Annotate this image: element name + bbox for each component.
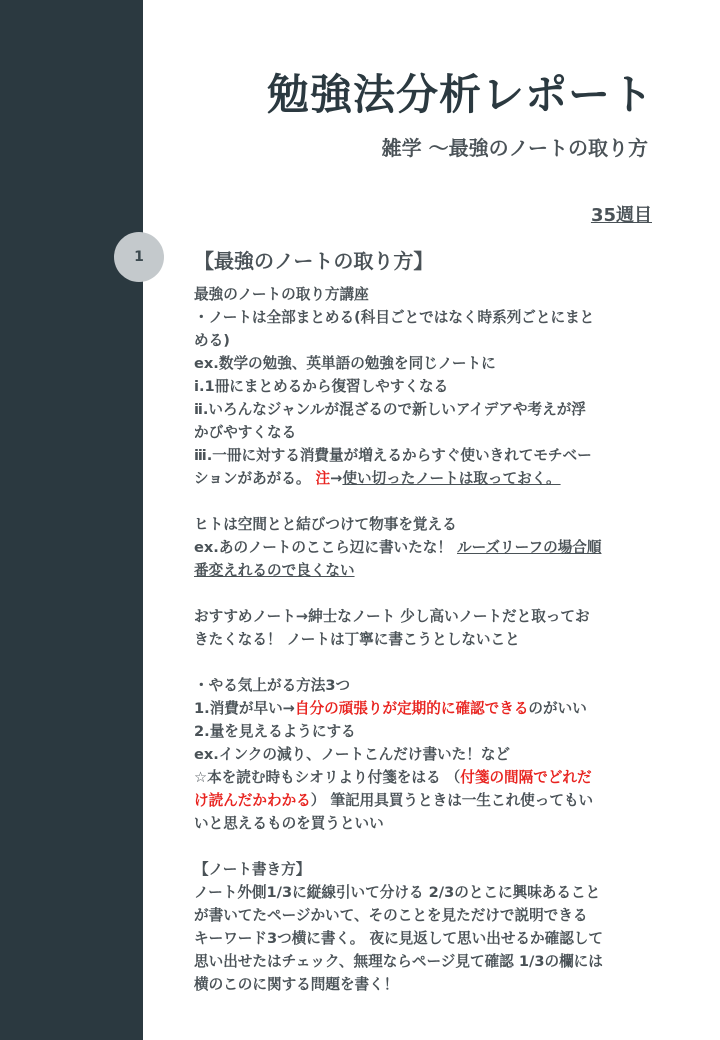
blank-line [194, 582, 654, 605]
text-line: ex.インクの減り、ノートこんだけ書いた！など [194, 746, 511, 763]
text-line: 最強のノートの取り方講座 [194, 286, 369, 303]
section-number-badge: 1 [114, 232, 164, 282]
text-line: ⅰ.1冊にまとめるから復習しやすくなる [194, 378, 449, 395]
highlighted-text: け読んだかわかる [194, 792, 311, 809]
underlined-text: ルーズリーフの場合順 [457, 539, 602, 556]
week-label: 35週目 [590, 205, 652, 226]
underlined-line: 番変えれるので良くない [194, 562, 355, 579]
text-line [194, 766, 654, 789]
text-line: ⅱ.いろんなジャンルが混ざるので新しいアイデアや考えが浮 [194, 401, 586, 418]
text-line: ノート外側1/3に縦線引いて分ける 2/3のとこに興味あること [194, 884, 601, 901]
highlighted-text: 付箋の間隔でどれだ [460, 769, 592, 786]
text-line [194, 789, 654, 812]
content-body [194, 283, 654, 996]
text-line: が書いてたページかいて、そのことを見ただけで説明できる [194, 907, 588, 924]
section-heading: 【最強のノートの取り方】 [194, 249, 434, 273]
blank-line [194, 490, 654, 513]
text-line: 【ノート書き方】 [194, 861, 311, 878]
text-line: ヒトは空間とと結びつけて物事を覚える [194, 516, 457, 533]
text-line: 思い出せたはチェック、無理ならページ見て確認 1/3の欄には [194, 953, 603, 970]
sidebar [0, 0, 143, 1040]
text-line: ex.数学の勉強、英単語の勉強を同じノートに [194, 355, 496, 372]
text-line [194, 536, 654, 559]
text-line: ・やる気上がる方法3つ [194, 677, 351, 694]
text-span: 1.消費が早い→ [194, 700, 295, 717]
text-line: ・ノートは全部まとめる(科目ごとではなく時系列ごとにまと [194, 309, 595, 326]
arrow-glyph: → [330, 470, 343, 487]
text-line [194, 467, 654, 490]
text-line: ⅲ.一冊に対する消費量が増えるからすぐ使いきれてモチベー [194, 447, 592, 464]
blank-line [194, 835, 654, 858]
text-line [194, 697, 654, 720]
text-span: ex.あのノートのここら辺に書いたな！ [194, 539, 457, 556]
underlined-text: 使い切ったノートは取っておく。 [342, 470, 561, 487]
text-line: キーワード3つ横に書く。 夜に見返して思い出せるか確認して [194, 930, 603, 947]
page-title: 勉強法分析レポート [266, 70, 654, 119]
text-span: ☆本を読む時もシオリより付箋をはる （ [194, 769, 461, 786]
text-span: ） 筆記用具買うときは一生これ使ってもい [310, 792, 594, 809]
highlighted-text: 自分の頑張りが定期的に確認できる [294, 700, 529, 717]
text-span: のがいい [528, 700, 587, 717]
note-marker: 注 [315, 470, 331, 487]
text-line: かびやすくなる [194, 424, 297, 441]
blank-line [194, 651, 654, 674]
page-subtitle: 雑学 〜最強のノートの取り方 [381, 136, 648, 160]
text-span: ションがあがる。 [194, 470, 316, 487]
text-line: 2.量を見えるようにする [194, 723, 356, 740]
text-line: いと思えるものを買うといい [194, 815, 384, 832]
text-line: きたくなる！ ノートは丁寧に書こうとしないこと [194, 631, 520, 648]
text-line: める) [194, 332, 230, 349]
text-line: 横のこのに関する問題を書く！ [194, 976, 399, 993]
text-line: おすすめノート→紳士なノート 少し高いノートだと取ってお [194, 608, 590, 625]
